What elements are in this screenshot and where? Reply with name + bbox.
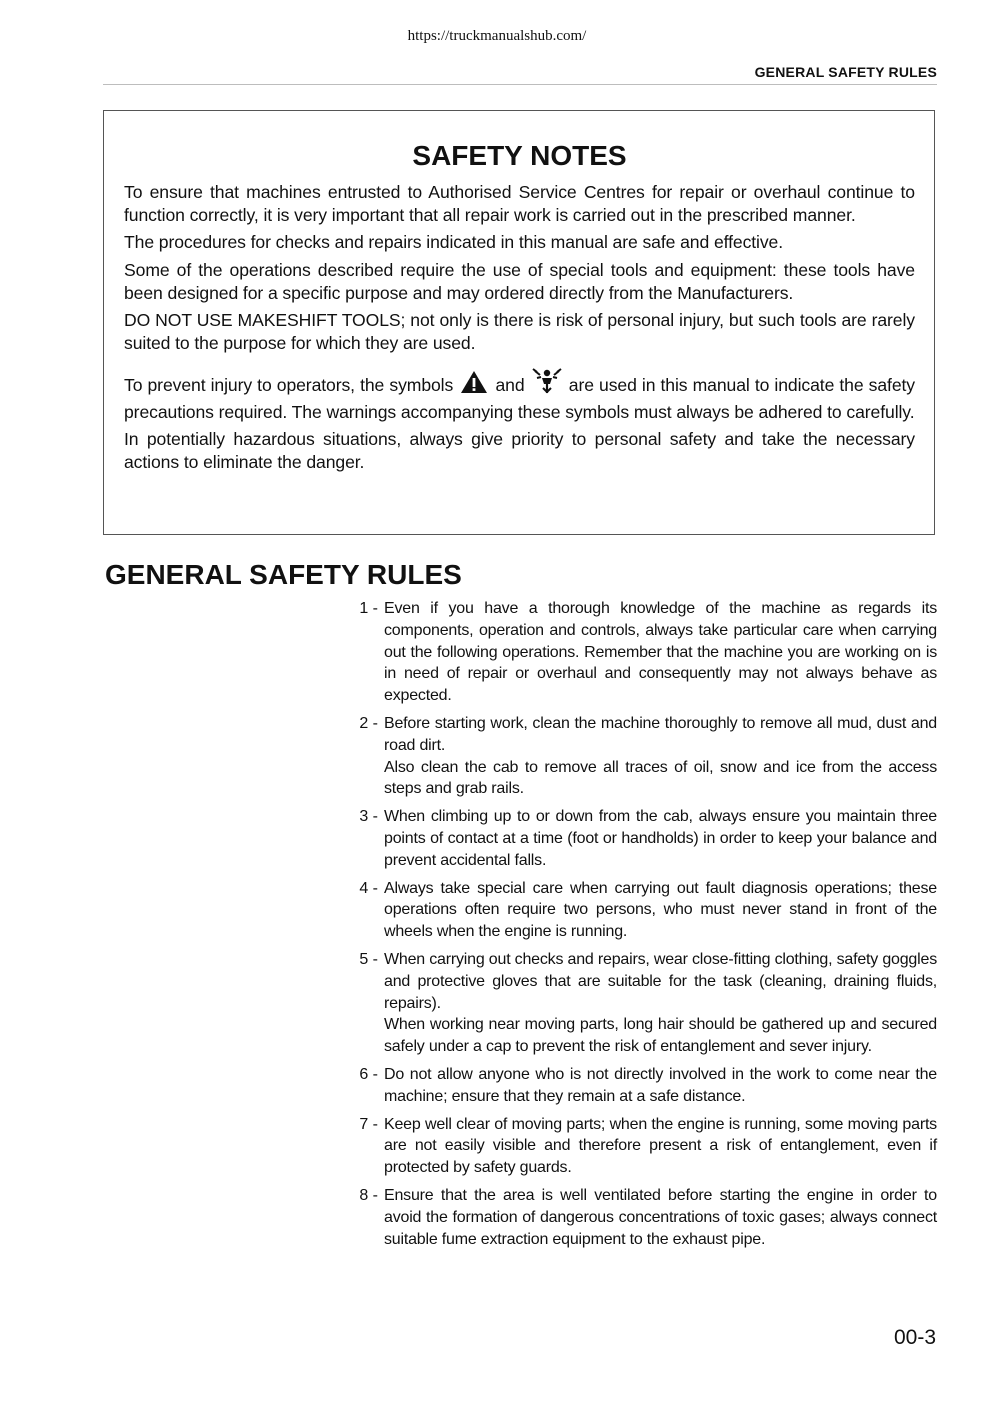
safety-rules-list [340,598,937,1256]
safety-notes-paragraph: To ensure that machines entrusted to Authorised Service Centres for repair or overhaul continue to function correctly, it is very important that all repair work is carried out in the prescribed manner. [124,182,915,226]
rule-body [384,1114,937,1179]
safety-rule-item [340,949,937,1058]
rule-text: Keep well clear of moving parts; when the engine is running, some moving parts are not easily visible and therefore present a risk of entanglement, even if protected by safety guards. [384,1115,937,1177]
safety-rule-item [340,598,937,707]
safety-notes-symbols-paragraph [124,368,915,423]
safety-notes-title: SAFETY NOTES [412,140,627,171]
rule-text: When climbing up to or down from the cab, always ensure you maintain three points of contact at a time (foot or handholds) in order to keep your balance and prevent accidental falls. [384,808,937,869]
rule-text-continued: Also clean the cab to remove all traces of oil, snow and ice from the access steps and grab rails. [384,758,937,798]
symbols-text-before: To prevent injury to operators, the symbols [124,375,454,396]
safety-notes-paragraph: DO NOT USE MAKESHIFT TOOLS; not only is there is risk of personal injury, but such tools are rarely suited to the purpose for which they are used. [124,310,915,354]
rule-number: 1 - [359,600,378,617]
rule-text: When carrying out checks and repairs, wear close-fitting clothing, safety goggles and protective gloves that are suitable for the task (cleaning, draining fluids, repairs). [384,950,937,1012]
safety-notes-paragraph: Some of the operations described require the use of special tools and equipment: these tools have been designed for a specific purpose and may ordered directly from the Manufacturers. [124,259,915,303]
danger-person-icon [532,368,562,400]
safety-rule-item [340,713,937,800]
rule-body [384,1185,937,1250]
rule-text: Ensure that the area is well ventilated before starting the engine in order to avoid the formation of dangerous concentrations of toxic gases; always connect suitable fume extraction equipment to the exhaust pipe. [384,1186,937,1248]
rule-number: 2 - [359,714,378,732]
rule-body [384,949,937,1058]
safety-rule-item [340,1114,937,1179]
safety-rule-item [340,1064,937,1108]
rule-body [384,878,937,943]
rule-number: 4 - [359,879,378,897]
symbols-text-and: and [495,375,525,396]
source-url: https://truckmanualshub.com/ [407,28,587,44]
rule-text-continued: When working near moving parts, long hair should be gathered up and secured safely under a cap to prevent the risk of entanglement and sever injury. [384,1016,937,1056]
safety-rule-item [340,1185,937,1250]
symbols-text-after: are used in this manual to indicate the safety precautions required. The warnings accompanying these symbols must always be adhered to carefully. [124,375,915,422]
safety-notes-paragraph: In potentially hazardous situations, always give priority to personal safety and take the necessary actions to eliminate the danger. [124,428,915,473]
running-head: GENERAL SAFETY RULES [754,64,937,80]
rule-number: 3 - [359,808,378,826]
rule-number: 8 - [359,1186,378,1204]
rule-body [384,598,937,707]
safety-notes-paragraph: The procedures for checks and repairs indicated in this manual are safe and effective. [124,232,784,253]
rule-body [384,1064,937,1108]
rule-number: 7 - [359,1115,378,1133]
rule-text: Before starting work, clean the machine thoroughly to remove all mud, dust and road dirt. [384,714,937,754]
header-divider [103,84,937,85]
safety-rule-item [340,806,937,871]
rule-body [384,713,937,800]
page-number: 00-3 [893,1326,936,1349]
rule-text: Always take special care when carrying out fault diagnosis operations; these operations often require two persons, who must never stand in front of the wheels when the engine is running. [384,879,937,941]
rule-text: Even if you have a thorough knowledge of the machine as regards its components, operation and controls, always take particular care when carrying out the following operations. Remember that the machine you are working on is in need of repair or overhaul and consequently may not always behave as expected. [384,600,937,705]
rule-text: Do not allow anyone who is not directly involved in the work to come near the machine; ensure that they remain at a safe distance. [384,1065,937,1105]
safety-rule-item [340,878,937,943]
rule-number: 5 - [359,950,378,968]
warning-triangle-icon [460,370,488,400]
safety-notes-box [103,110,935,535]
general-safety-rules-title: GENERAL SAFETY RULES [105,559,462,590]
rule-number: 6 - [359,1065,378,1083]
rule-body [384,806,937,871]
